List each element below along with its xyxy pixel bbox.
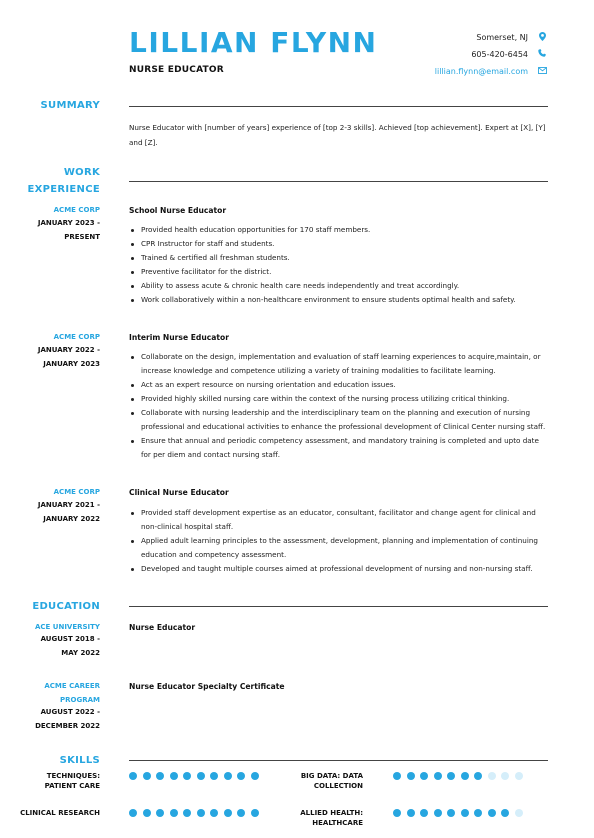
skill-dot <box>156 772 164 780</box>
skill-dot <box>197 772 205 780</box>
contact-email <box>298 67 548 76</box>
job-dates-end: JANUARY 2022 <box>43 515 100 523</box>
list-item: Trained & certified all freshman students. <box>129 251 548 265</box>
education-heading: EDUCATION <box>32 601 100 612</box>
skill-dot <box>407 809 415 817</box>
experience-divider <box>129 181 548 182</box>
skills-heading: SKILLS <box>59 755 100 766</box>
skill-dot <box>210 809 218 817</box>
list-item: Collaborate with nursing leadership and the interdisciplinary team on the planning and execution of nursing professional and educational activities to enhance the professional development of Clinical Center nursing staff. <box>129 406 548 434</box>
skill-dot <box>474 772 482 780</box>
skill-dot <box>129 772 137 780</box>
contact-phone <box>298 49 548 59</box>
skill-rating <box>393 809 523 817</box>
job-bullets <box>129 506 548 576</box>
summary-divider <box>129 106 548 107</box>
school-name-line1: ACME CAREER <box>44 682 100 690</box>
experience-heading <box>0 164 100 198</box>
education-dates <box>0 632 100 660</box>
skill-name-line1: TECHNIQUES: <box>46 772 100 780</box>
skill-dot <box>434 772 442 780</box>
candidate-name: LILLIAN FLYNN <box>129 26 378 59</box>
skill-dot <box>237 772 245 780</box>
contact-location <box>298 32 548 43</box>
skill-dot <box>197 809 205 817</box>
skill-dot <box>143 772 151 780</box>
list-item: Developed and taught multiple courses aimed at professional development of nursing and non-nursing staff. <box>129 562 548 576</box>
list-item: Work collaboratively within a non-healthcare environment to ensure students optimal health and safety. <box>129 293 548 307</box>
experience-heading-line2: EXPERIENCE <box>27 184 100 195</box>
job-bullets <box>129 223 548 307</box>
job-dates-start: JANUARY 2021 - <box>37 501 100 509</box>
skill-dot <box>515 809 523 817</box>
degree-title: Nurse Educator <box>129 623 196 632</box>
list-item: Applied adult learning principles to the assessment, development, planning and implementation of continuing education and competency assessment. <box>129 534 548 562</box>
skill-dot <box>420 809 428 817</box>
skill-dot <box>129 809 137 817</box>
skill-name <box>253 808 363 828</box>
skill-rating <box>129 809 259 817</box>
skill-dot <box>447 772 455 780</box>
list-item: Provided staff development expertise as an educator, consultant, facilitator and change agent for clinical and non-clinical hospital staff. <box>129 506 548 534</box>
skill-dot <box>461 772 469 780</box>
school-name-line2: PROGRAM <box>60 696 100 704</box>
skill-rating <box>393 772 523 780</box>
list-item: CPR Instructor for staff and students. <box>129 237 548 251</box>
skill-dot <box>224 772 232 780</box>
job-dates <box>0 498 100 526</box>
skill-name <box>0 808 100 818</box>
skill-name <box>253 771 363 791</box>
school-name <box>0 679 100 707</box>
skill-dot <box>420 772 428 780</box>
skill-dot <box>447 809 455 817</box>
skill-dot <box>474 809 482 817</box>
education-dates-end: MAY 2022 <box>61 649 100 657</box>
email-link[interactable]: lillian.flynn@email.com <box>434 67 528 76</box>
degree-title: Nurse Educator Specialty Certificate <box>129 682 285 691</box>
job-dates-end: PRESENT <box>64 233 100 241</box>
skill-dot <box>488 772 496 780</box>
job-title: Clinical Nurse Educator <box>129 488 229 497</box>
skill-name-line1: BIG DATA: DATA <box>300 772 363 780</box>
skill-dot <box>143 809 151 817</box>
skill-dot <box>183 809 191 817</box>
skill-dot <box>501 772 509 780</box>
list-item: Preventive facilitator for the district. <box>129 265 548 279</box>
summary-heading: SUMMARY <box>40 100 100 111</box>
skill-name-line2: PATIENT CARE <box>44 782 100 790</box>
skill-dot <box>515 772 523 780</box>
skill-rating <box>129 772 259 780</box>
job-bullets <box>129 350 548 462</box>
education-dates <box>0 705 100 733</box>
education-divider <box>129 606 548 607</box>
skills-divider <box>129 760 548 761</box>
skill-dot <box>183 772 191 780</box>
list-item: Collaborate on the design, implementation and evaluation of staff learning experiences to acquire,maintain, or increase knowledge and competence utilizing a variety of training modalities to facilitate learning. <box>129 350 548 378</box>
job-dates-start: JANUARY 2022 - <box>37 346 100 354</box>
skill-dot <box>210 772 218 780</box>
skill-dot <box>237 809 245 817</box>
job-company: ACME CORP <box>53 488 100 496</box>
list-item: Ensure that annual and periodic competency assessment, and mandatory training is completed and upto date for per diem and contact nursing staff. <box>129 434 548 462</box>
skill-dot <box>434 809 442 817</box>
skill-dot <box>393 809 401 817</box>
education-dates-start: AUGUST 2018 - <box>40 635 100 643</box>
skill-dot <box>393 772 401 780</box>
skill-name-line1: ALLIED HEALTH: <box>300 809 363 817</box>
job-title: School Nurse Educator <box>129 206 227 215</box>
skill-dot <box>156 809 164 817</box>
location-text: Somerset, NJ <box>476 33 528 42</box>
location-pin-icon <box>536 32 548 43</box>
job-dates-start: JANUARY 2023 - <box>37 219 100 227</box>
skill-dot <box>170 772 178 780</box>
skill-dot <box>501 809 509 817</box>
skill-dot <box>461 809 469 817</box>
job-dates-end: JANUARY 2023 <box>43 360 100 368</box>
skill-name-line2: COLLECTION <box>313 782 363 790</box>
list-item: Provided health education opportunities for 170 staff members. <box>129 223 548 237</box>
job-title: Interim Nurse Educator <box>129 333 229 342</box>
job-title-heading: NURSE EDUCATOR <box>129 65 224 75</box>
school-name: ACE UNIVERSITY <box>35 623 100 631</box>
phone-text: 605-420-6454 <box>471 49 528 59</box>
job-dates <box>0 343 100 371</box>
skill-dot <box>224 809 232 817</box>
skill-name <box>0 771 100 791</box>
education-dates-end: DECEMBER 2022 <box>35 722 100 730</box>
job-company: ACME CORP <box>53 206 100 214</box>
skill-dot <box>407 772 415 780</box>
job-company: ACME CORP <box>53 333 100 341</box>
summary-text: Nurse Educator with [number of years] experience of [top 2-3 skills]. Achieved [top achievement]. Expert at [X], [Y] and [Z]. <box>129 123 546 147</box>
education-dates-start: AUGUST 2022 - <box>40 708 100 716</box>
list-item: Ability to assess acute & chronic health care needs independently and treat accordingly. <box>129 279 548 293</box>
experience-heading-line1: WORK <box>63 167 100 178</box>
skill-dot <box>488 809 496 817</box>
job-dates <box>0 216 100 244</box>
skill-dot <box>170 809 178 817</box>
phone-icon <box>536 49 548 59</box>
skill-name-line2: HEALTHCARE <box>312 819 363 827</box>
mail-icon <box>536 67 548 76</box>
list-item: Provided highly skilled nursing care within the context of the nursing process utilizing critical thinking. <box>129 392 548 406</box>
list-item: Act as an expert resource on nursing orientation and education issues. <box>129 378 548 392</box>
skill-name-line1: CLINICAL RESEARCH <box>20 809 100 817</box>
